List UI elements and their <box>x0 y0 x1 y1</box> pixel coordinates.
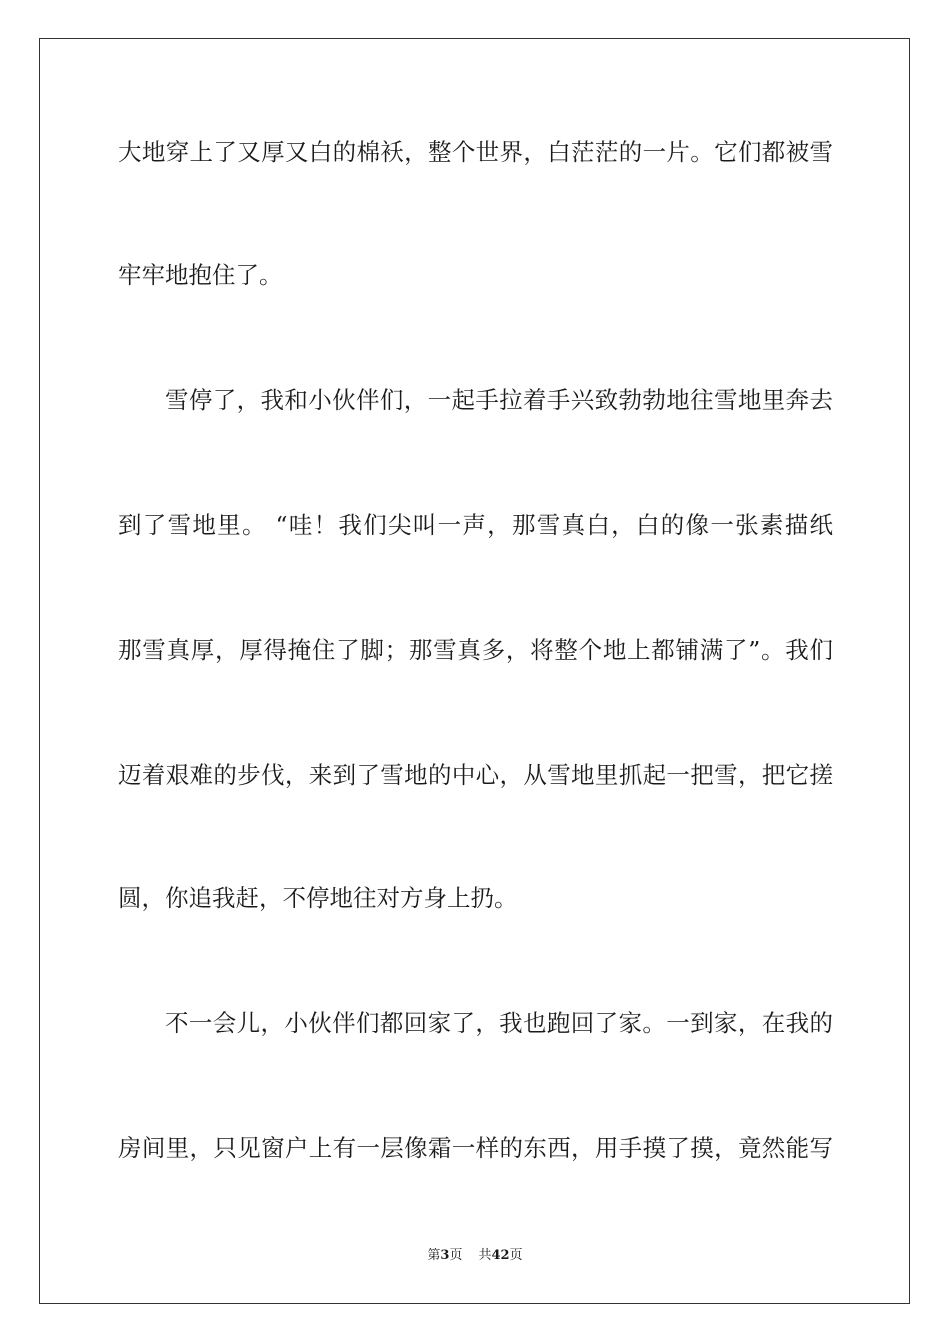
page-footer <box>0 1246 950 1266</box>
page-suffix: 页 <box>449 1248 463 1263</box>
text-line: 不一会儿，小伙伴们都回家了，我也跑回了家。一到家，在我的 <box>165 1009 833 1037</box>
text-line: 那雪真厚，厚得掩住了脚；那雪真多，将整个地上都铺满了”。我们 <box>118 636 833 664</box>
page-prefix: 第 <box>427 1248 441 1263</box>
text-line: 大地穿上了又厚又白的棉袄，整个世界，白茫茫的一片。它们都被雪 <box>118 138 833 166</box>
total-prefix: 共 <box>478 1248 492 1263</box>
page-frame <box>39 38 910 1304</box>
text-line: 到了雪地里。 “哇！我们尖叫一声，那雪真白，白的像一张素描纸 <box>118 511 833 539</box>
total-suffix: 页 <box>509 1248 523 1263</box>
text-line: 圆，你追我赶，不停地往对方身上扔。 <box>118 884 518 912</box>
total-pages: 42 <box>491 1248 510 1263</box>
text-line: 迈着艰难的步伐，来到了雪地的中心，从雪地里抓起一把雪，把它搓 <box>118 761 833 789</box>
text-line: 牢牢地抱住了。 <box>118 261 283 289</box>
text-line: 房间里，只见窗户上有一层像霜一样的东西，用手摸了摸，竟然能写 <box>118 1134 833 1162</box>
text-line: 雪停了，我和小伙伴们，一起手拉着手兴致勃勃地往雪地里奔去 <box>165 386 833 414</box>
page-number: 3 <box>440 1248 450 1263</box>
